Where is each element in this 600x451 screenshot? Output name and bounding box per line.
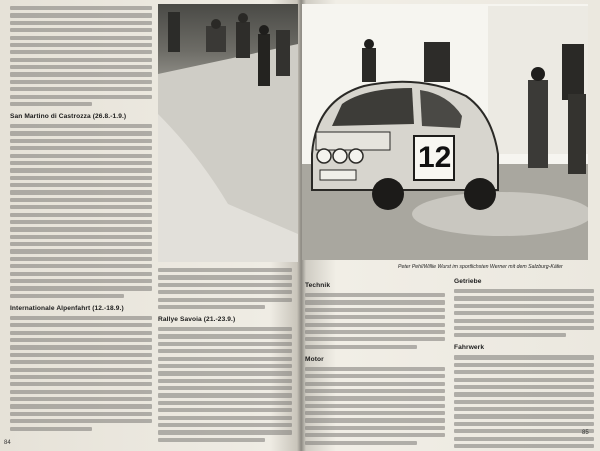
photo-rally-car-image xyxy=(302,4,588,260)
right-column-2 xyxy=(454,278,594,451)
photo-caption: Peter Pehl/Willie Wurst im sportlichsten Werner mit dem Salzburg-Käfer xyxy=(398,264,563,270)
body-text-block xyxy=(158,268,292,309)
photo-rally-car xyxy=(302,4,588,260)
body-text-block xyxy=(10,316,152,431)
body-text-block xyxy=(305,367,445,445)
heading-technik: Technik xyxy=(305,282,331,289)
left-column-1 xyxy=(10,6,152,431)
car-start-number: 12 xyxy=(418,141,452,174)
body-text-block xyxy=(454,289,594,337)
heading-motor: Motor xyxy=(305,355,324,363)
body-text-block xyxy=(10,124,152,298)
page-number-right: 85 xyxy=(582,430,589,436)
heading-rally-2: Internationale Alpenfahrt (12.-18.9.) xyxy=(10,304,124,312)
body-text-block xyxy=(10,6,152,106)
page-number-left: 84 xyxy=(4,440,11,446)
body-text-block xyxy=(454,355,594,451)
heading-rally-1: San Martino di Castrozza (26.8.-1.9.) xyxy=(10,113,127,121)
left-page xyxy=(0,0,298,451)
body-text-block xyxy=(158,327,292,442)
heading-fahrwerk: Fahrwerk xyxy=(454,344,485,352)
photo-rally-road xyxy=(158,4,298,262)
photo-rally-road-image xyxy=(158,4,298,262)
body-text-block xyxy=(305,293,445,349)
heading-getriebe: Getriebe xyxy=(454,278,482,285)
left-column-2 xyxy=(158,268,292,442)
heading-rally-3: Rallye Savoia (21.-23.9.) xyxy=(158,316,236,324)
right-column-1 xyxy=(305,282,445,445)
